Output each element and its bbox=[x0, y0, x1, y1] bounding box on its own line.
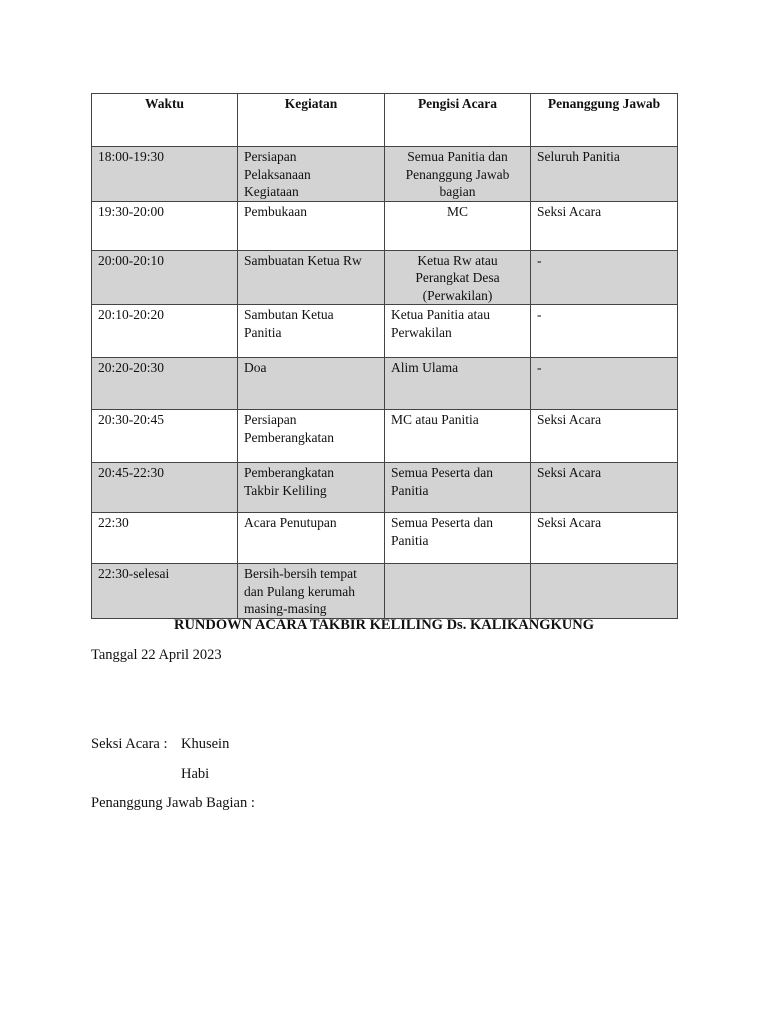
cell-text: 18:00-19:30 bbox=[98, 149, 164, 164]
seksi-acara-name: Habi bbox=[181, 766, 210, 782]
rundown-table bbox=[91, 93, 678, 619]
cell-penanggung-jawab bbox=[531, 410, 678, 463]
cell-text: Ketua Panitia atau Perwakilan bbox=[391, 307, 490, 340]
table-body bbox=[92, 147, 678, 619]
cell-penanggung-jawab bbox=[531, 305, 678, 358]
header-pengisi-acara: Pengisi Acara bbox=[385, 94, 531, 147]
cell-penanggung-jawab bbox=[531, 358, 678, 410]
cell-text: Pembukaan bbox=[244, 203, 307, 219]
cell-text: Semua Panitia dan Penanggung Jawab bagian bbox=[405, 149, 510, 199]
cell-pengisi-acara bbox=[385, 410, 531, 463]
cell-text: Seksi Acara bbox=[537, 515, 602, 530]
table-row bbox=[92, 305, 678, 358]
cell-pengisi-acara bbox=[385, 358, 531, 410]
cell-kegiatan bbox=[238, 463, 385, 513]
penanggung-jawab-label: Penanggung Jawab Bagian : bbox=[91, 795, 255, 811]
cell-waktu bbox=[92, 463, 238, 513]
cell-text: 20:45-22:30 bbox=[98, 465, 164, 480]
cell-pengisi-acara bbox=[385, 305, 531, 358]
cell-pengisi-acara bbox=[385, 513, 531, 564]
cell-penanggung-jawab bbox=[531, 201, 678, 250]
cell-kegiatan bbox=[238, 201, 385, 250]
table-row bbox=[92, 410, 678, 463]
cell-text: 20:00-20:10 bbox=[98, 252, 164, 268]
cell-kegiatan bbox=[238, 513, 385, 564]
cell-text: Seksi Acara bbox=[537, 203, 602, 219]
cell-text: Sambuatan Ketua Rw bbox=[244, 252, 362, 268]
table-row bbox=[92, 513, 678, 564]
header-penanggung-jawab: Penanggung Jawab bbox=[531, 94, 678, 147]
cell-text: 20:10-20:20 bbox=[98, 307, 164, 322]
cell-text: Acara Penutupan bbox=[244, 515, 337, 530]
table-row bbox=[92, 564, 678, 619]
document-title: RUNDOWN ACARA TAKBIR KELILING Ds. KALIKANGKUNG bbox=[173, 617, 595, 633]
cell-text: Seksi Acara bbox=[537, 412, 602, 427]
cell-text: 20:30-20:45 bbox=[98, 412, 164, 427]
cell-penanggung-jawab bbox=[531, 250, 678, 305]
cell-text: Alim Ulama bbox=[391, 360, 459, 375]
cell-text: Seksi Acara bbox=[537, 465, 602, 480]
table-row bbox=[92, 250, 678, 305]
cell-text: Bersih-bersih tempat dan Pulang kerumah masing-masing bbox=[244, 566, 357, 616]
cell-penanggung-jawab bbox=[531, 564, 678, 619]
cell-pengisi-acara bbox=[385, 201, 531, 250]
header-kegiatan: Kegiatan bbox=[238, 94, 385, 147]
cell-waktu bbox=[92, 513, 238, 564]
cell-text: 22:30 bbox=[98, 515, 129, 530]
cell-text: Seluruh Panitia bbox=[537, 149, 620, 164]
cell-waktu bbox=[92, 305, 238, 358]
cell-penanggung-jawab bbox=[531, 513, 678, 564]
cell-waktu bbox=[92, 201, 238, 250]
cell-text: Persiapan Pemberangkatan bbox=[244, 412, 334, 445]
table-row bbox=[92, 358, 678, 410]
cell-penanggung-jawab bbox=[531, 147, 678, 202]
cell-text: - bbox=[537, 307, 542, 322]
cell-pengisi-acara bbox=[385, 250, 531, 305]
cell-kegiatan bbox=[238, 147, 385, 202]
seksi-acara-label: Seksi Acara : bbox=[91, 736, 168, 752]
date-line: Tanggal 22 April 2023 bbox=[91, 647, 222, 663]
cell-kegiatan bbox=[238, 564, 385, 619]
cell-kegiatan bbox=[238, 305, 385, 358]
cell-text: Sambutan Ketua Panitia bbox=[244, 307, 334, 340]
cell-text: Semua Peserta dan Panitia bbox=[391, 465, 493, 498]
cell-text: Pemberangkatan Takbir Keliling bbox=[244, 465, 334, 498]
cell-pengisi-acara bbox=[385, 463, 531, 513]
seksi-acara-name: Khusein bbox=[181, 736, 230, 752]
header-waktu: Waktu bbox=[92, 94, 238, 147]
cell-waktu bbox=[92, 250, 238, 305]
table-header-row bbox=[92, 94, 678, 147]
cell-text: - bbox=[537, 252, 542, 268]
cell-kegiatan bbox=[238, 410, 385, 463]
cell-kegiatan bbox=[238, 250, 385, 305]
cell-text: 22:30-selesai bbox=[98, 566, 170, 581]
cell-text: Ketua Rw atau Perangkat Desa (Perwakilan) bbox=[415, 252, 500, 303]
cell-waktu bbox=[92, 147, 238, 202]
table-row bbox=[92, 201, 678, 250]
table-row bbox=[92, 147, 678, 202]
cell-text: Semua Peserta dan Panitia bbox=[391, 515, 493, 548]
cell-penanggung-jawab bbox=[531, 463, 678, 513]
cell-waktu bbox=[92, 564, 238, 619]
cell-waktu bbox=[92, 410, 238, 463]
cell-text: 19:30-20:00 bbox=[98, 203, 164, 219]
cell-text: MC atau Panitia bbox=[391, 412, 479, 427]
cell-text: 20:20-20:30 bbox=[98, 360, 164, 375]
cell-pengisi-acara bbox=[385, 147, 531, 202]
cell-kegiatan bbox=[238, 358, 385, 410]
cell-pengisi-acara bbox=[385, 564, 531, 619]
cell-text: - bbox=[537, 360, 542, 375]
cell-waktu bbox=[92, 358, 238, 410]
cell-text: Doa bbox=[244, 360, 267, 375]
table-row bbox=[92, 463, 678, 513]
cell-text: MC bbox=[446, 203, 468, 219]
cell-text: Persiapan Pelaksanaan Kegiataan bbox=[244, 149, 311, 199]
